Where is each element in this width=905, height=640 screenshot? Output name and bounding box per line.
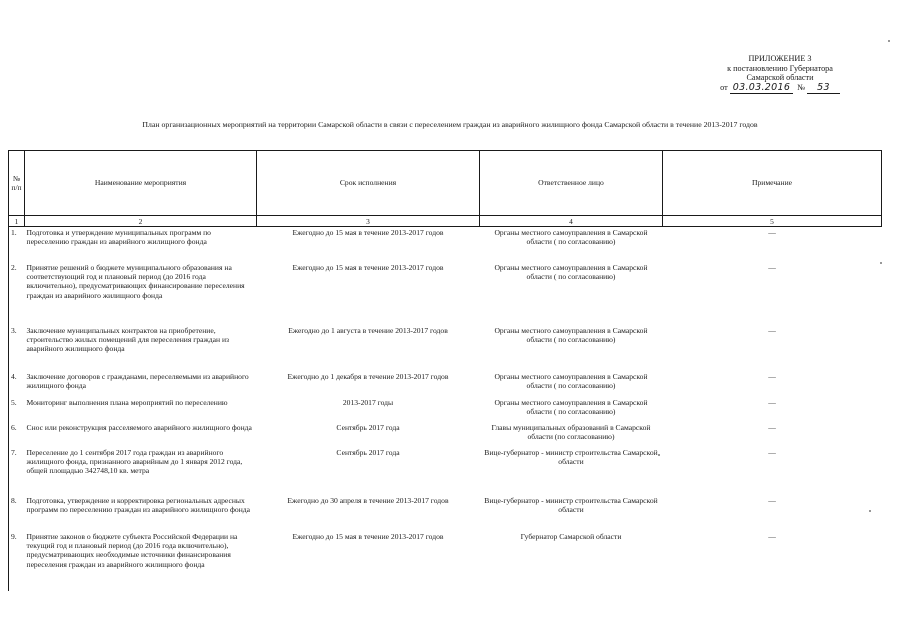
table-row	[9, 531, 882, 591]
row-number: 1.	[9, 227, 25, 262]
col-header-note: Примечание	[663, 151, 882, 216]
row-responsible: Органы местного самоуправления в Самарской области ( по согласованию)	[494, 325, 648, 344]
row-deadline: Ежегодно до 30 апреля в течение 2013-2017 годов	[287, 495, 449, 505]
row-number: 6.	[9, 422, 25, 447]
row-note: —	[768, 228, 776, 237]
row-deadline: Сентябрь 2017 года	[336, 447, 400, 457]
row-deadline: Сентябрь 2017 года	[336, 422, 400, 432]
row-activity: Принятие решений о бюджете муниципального образования на соответствующий год и плановый период (до 2016 года включительно), предусматривающих финансирование переселения граждан из аварийного жилищного фонда	[26, 262, 245, 300]
row-responsible: Органы местного самоуправления в Самарской области ( по согласованию)	[494, 371, 648, 390]
row-number: 7.	[9, 447, 25, 495]
row-responsible: Органы местного самоуправления в Самарской области ( по согласованию)	[494, 228, 648, 247]
row-responsible: Главы муниципальных образований в Самарской области (по согласованию)	[491, 422, 651, 441]
col-index-5: 5	[663, 216, 882, 227]
row-number: 3.	[9, 325, 25, 371]
number-label: №	[797, 82, 806, 92]
scan-speck	[888, 40, 890, 42]
row-note: —	[768, 447, 776, 457]
row-deadline: 2013-2017 годы	[342, 397, 394, 407]
col-header-deadline: Срок исполнения	[257, 151, 480, 216]
scan-speck	[658, 454, 660, 456]
row-note: —	[768, 422, 776, 432]
handwritten-date: 03.03.2016	[730, 82, 793, 94]
col-index-4: 4	[480, 216, 663, 227]
from-label: от	[720, 82, 728, 92]
row-responsible: Вице-губернатор - министр строительства Самарской области	[484, 447, 658, 466]
table-header-row	[9, 151, 882, 216]
row-deadline: Ежегодно до 1 декабря в течение 2013-2017 годов	[287, 371, 449, 381]
row-responsible: Органы местного самоуправления в Самарской области ( по согласованию)	[494, 397, 648, 416]
row-activity: Подготовка, утверждение и корректировка региональных адресных программ по переселению граждан из аварийного жилищного фонда	[26, 495, 251, 514]
row-deadline: Ежегодно до 15 мая в течение 2013-2017 годов	[292, 262, 444, 272]
col-header-activity: Наименование мероприятия	[25, 151, 257, 216]
row-note: —	[768, 371, 776, 381]
row-activity: Мониторинг выполнения плана мероприятий по переселению	[26, 397, 228, 407]
col-index-3: 3	[257, 216, 480, 227]
table-row	[9, 325, 882, 371]
row-deadline: Ежегодно до 15 мая в течение 2013-2017 годов	[292, 228, 444, 237]
table-index-row	[9, 216, 882, 227]
table-row	[9, 495, 882, 531]
appendix-header	[700, 54, 860, 92]
row-responsible: Вице-губернатор - министр строительства Самарской области	[484, 495, 658, 514]
document-title: План организационных мероприятий на территории Самарской области в связи с переселением граждан из аварийного жилищного фонда Самарской области в течение 2013-2017 годов	[142, 120, 758, 129]
row-activity: Снос или реконструкция расселяемого аварийного жилищного фонда	[26, 422, 252, 432]
row-number: 8.	[9, 495, 25, 531]
table-row	[9, 422, 882, 447]
row-note: —	[768, 531, 776, 541]
table-row	[9, 262, 882, 325]
col-header-responsible: Ответственное лицо	[480, 151, 663, 216]
table-row	[9, 447, 882, 495]
row-responsible: Органы местного самоуправления в Самарской области ( по согласованию)	[494, 262, 648, 281]
col-index-1: 1	[9, 216, 25, 227]
scan-speck	[880, 262, 882, 264]
col-header-num: № п/п	[9, 151, 25, 216]
appendix-line-decree: к постановлению Губернатора	[727, 63, 833, 73]
decree-reference	[700, 83, 860, 93]
row-deadline: Ежегодно до 1 августа в течение 2013-2017 годов	[288, 325, 448, 335]
col-index-2: 2	[25, 216, 257, 227]
plan-table	[8, 150, 882, 591]
appendix-label: ПРИЛОЖЕНИЕ 3	[748, 54, 812, 63]
handwritten-number: 53	[807, 82, 840, 94]
row-deadline: Ежегодно до 15 мая в течение 2013-2017 годов	[292, 531, 444, 541]
row-activity: Заключение договоров с гражданами, переселяемыми из аварийного жилищного фонда	[26, 371, 249, 390]
table-row	[9, 227, 882, 262]
row-activity: Заключение муниципальных контрактов на приобретение, строительство жилых помещений для переселения граждан из аварийного жилищного фонда	[26, 325, 230, 354]
row-note: —	[768, 325, 776, 335]
row-activity: Подготовка и утверждение муниципальных программ по переселению граждан из аварийного жилищного фонда	[26, 228, 211, 247]
row-activity: Принятие законов о бюджете субъекта Российской Федерации на текущий год и плановый период (до 2016 года включительно), предусматривающих необходимые источники финансирования переселения граждан из аварийного жилищного фонда	[26, 531, 238, 569]
row-note: —	[768, 262, 776, 272]
row-number: 5.	[9, 397, 25, 422]
row-number: 2.	[9, 262, 25, 325]
table-row	[9, 397, 882, 422]
row-responsible: Губернатор Самарской области	[520, 531, 622, 541]
row-activity: Переселение до 1 сентября 2017 года граждан из аварийного жилищного фонда, признанного аварийным до 1 января 2012 года, общей площадью 342748,10 кв. метра	[26, 447, 243, 476]
table-row	[9, 371, 882, 397]
row-note: —	[768, 397, 776, 407]
row-number: 4.	[9, 371, 25, 397]
appendix-line-region: Самарской области	[746, 73, 814, 83]
row-number: 9.	[9, 531, 25, 591]
row-note: —	[768, 495, 776, 505]
scan-speck	[869, 510, 871, 512]
